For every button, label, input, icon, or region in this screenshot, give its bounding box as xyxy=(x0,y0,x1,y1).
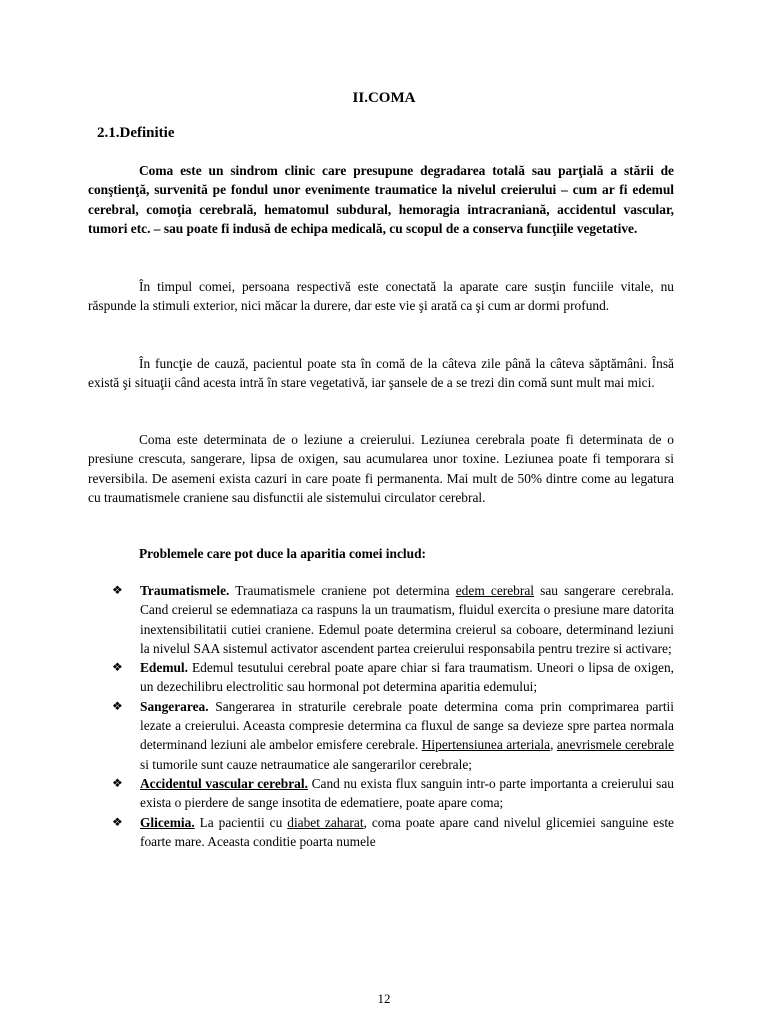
list-item xyxy=(112,581,674,658)
list-item-term: Traumatismele. xyxy=(140,583,230,598)
edem-cerebral-link[interactable]: edem cerebral xyxy=(455,583,534,598)
list-item xyxy=(112,658,674,697)
glicemia-link[interactable]: Glicemia. xyxy=(140,814,195,830)
chapter-title: II.COMA xyxy=(352,90,416,106)
list-heading: Problemele care pot duce la aparitia comei includ: xyxy=(139,546,426,561)
list-item-text: si tumorile sunt cauze netraumatice ale sangerarilor cerebrale; xyxy=(140,756,472,772)
diabet-zaharat-link[interactable]: diabet zaharat xyxy=(287,814,364,830)
body-paragraph: Coma este determinata de o leziune a creierului. Leziunea cerebrala poate fi determinata de o presiune crescuta, sangerare, lipsa de oxigen, sau acumularea unor toxine. Leziunea poate fi temporara si reversibila. De asemeni exista cazuri in care poate fi permanenta. Mai mult de 50% dintre come au legatura cu traumatismele craniene sau disfunctii ale sistemului circulator cerebral. xyxy=(88,432,674,506)
anevrismele-cerebrale-link[interactable]: anevrismele cerebrale xyxy=(556,737,675,753)
diamond-bullet-icon: ❖ xyxy=(112,583,123,597)
list-item-text: Edemul tesutului cerebral poate apare chiar si fara traumatism. Uneori o lipsa de oxigen, un dezechilibru electrolitic sau hormonal pot determina aparitia edemului; xyxy=(140,660,674,695)
causes-list xyxy=(112,581,674,851)
body-paragraph: În timpul comei, persoana respectivă este conectată la aparate care susţin funciile vitale, nu răspunde la stimuli exterior, nici măcar la durere, dar este vie şi arată ca şi cum ar dormi profund. xyxy=(88,279,674,314)
list-item-term: Edemul. xyxy=(140,660,188,676)
section-heading: 2.1.Definitie xyxy=(97,125,175,141)
diamond-bullet-icon: ❖ xyxy=(112,660,123,675)
list-item xyxy=(112,774,674,813)
list-item-text: , xyxy=(550,737,557,753)
diamond-bullet-icon: ❖ xyxy=(112,775,123,790)
page-number: 12 xyxy=(377,991,391,1006)
body-paragraph: În funcţie de cauză, pacientul poate sta în comă de la câteva zile până la câteva săptămâni. Însă există şi situaţii când acesta intră în stare vegetativă, iar şansele de a se trezi din comă sunt mult mai mici. xyxy=(88,356,674,391)
list-item-text: Cand nu exista flux sanguin intr-o parte importanta a creierului sau exista o pierdere de sange insotita de edematiere, poate apare coma; xyxy=(140,775,674,811)
diamond-bullet-icon: ❖ xyxy=(112,814,123,829)
hipertensiunea-arteriala-link[interactable]: Hipertensiunea arteriala xyxy=(421,737,551,753)
list-item xyxy=(112,813,674,852)
list-item-text: sau sangerare cerebrala. Cand creierul se edemnatiaza ca raspuns la un traumatism, fluidul exercita o presiune mare datorita inextensibilitatii cutiei craniene. Edemul poate determina creierul sa coboare, determinand leziuni la nivelul SAA sistemul activator ascendent partea creierului responsabila pentru trezire si activare; xyxy=(140,583,675,656)
list-item-term: Sangerarea. xyxy=(140,698,209,714)
definition-paragraph: Coma este un sindrom clinic care presupune degradarea totală sau parţială a stării de conştienţă, survenită pe fondul unor evenimente traumatice la nivelul creierului – cum ar fi edemul cerebral, comoţia cerebrală, hematomul subdural, hemoragia intracraniană, accidentul vascular, tumori etc. – sau poate fi indusă de echipa medicală, cu scopul de a conserva funcţiile vegetative. xyxy=(88,163,674,237)
list-item-text: Sangerarea in straturile cerebrale poate determina coma prin comprimarea partii lezate a creierului. Aceasta compresie determina ca fluxul de sange sa devieze spre partea normala determinand leziuni ale ambelor emisfere cerebrale. xyxy=(140,698,674,753)
list-item-text: , coma poate apare cand nivelul glicemiei sanguine este foarte mare. Aceasta conditie poarta numele xyxy=(140,814,674,849)
diamond-bullet-icon: ❖ xyxy=(112,698,123,713)
list-item xyxy=(112,697,674,774)
accidentul-vascular-cerebral-link[interactable]: Accidentul vascular cerebral. xyxy=(140,775,308,791)
list-item-text: Traumatismele craniene pot determina xyxy=(229,583,456,598)
list-item-text: La pacientii cu xyxy=(194,814,288,830)
